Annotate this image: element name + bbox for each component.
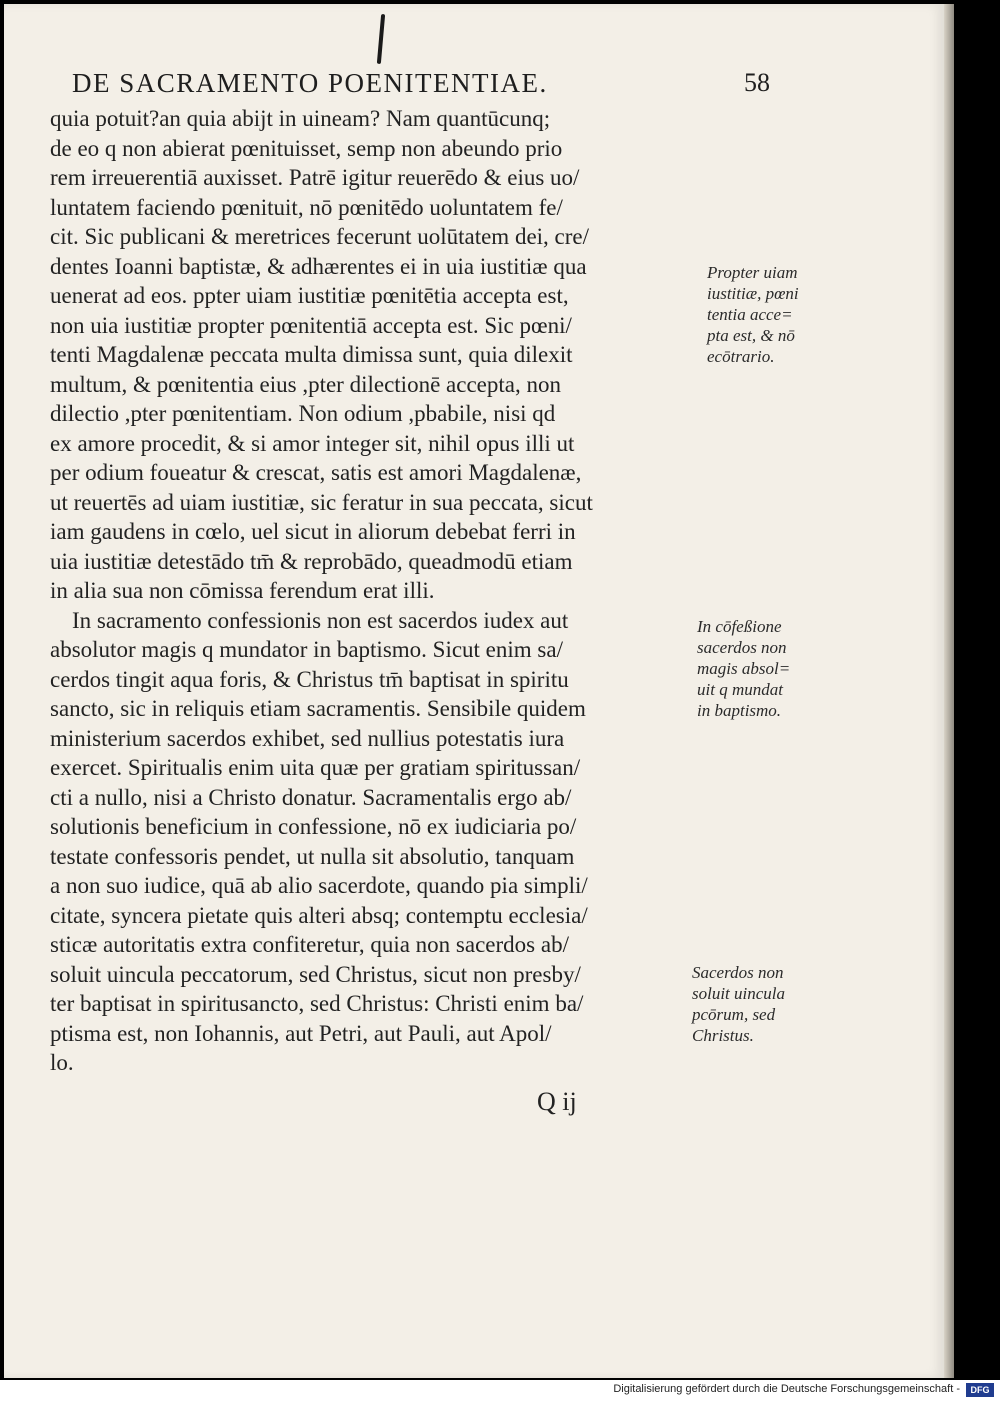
text-line: ministerium sacerdos exhibet, sed nullius potestatis iura xyxy=(50,725,565,751)
folio-number: 58 xyxy=(744,68,770,97)
marginal-line: Christus. xyxy=(692,1026,754,1045)
text-line: citate, syncera pietate quis alteri absq; contemptu ecclesia/ xyxy=(50,902,588,928)
text-line: a non suo iudice, quā ab alio sacerdote, quando pia simpli/ xyxy=(50,873,588,898)
marginal-line: Propter uiam xyxy=(707,263,798,282)
page-edge xyxy=(944,4,954,1378)
main-text xyxy=(50,104,700,1078)
text-line: testate confessoris pendet, ut nulla sit absolutio, tanquam xyxy=(50,843,575,869)
book-page xyxy=(4,4,944,1378)
marginal-line: sacerdos non xyxy=(697,638,787,657)
text-line: solutionis beneficium in confessione, nō ex iudiciaria po/ xyxy=(50,814,577,839)
text-line: In sacramento confessionis non est sacerdos iudex aut xyxy=(72,607,569,633)
text-line: ut reuertēs ad uiam iustitiæ, sic feratur in sua peccata, sicut xyxy=(50,489,593,515)
text-line: exercet. Spiritualis enim uita quæ per gratiam spiritussan/ xyxy=(50,755,581,780)
text-line: iam gaudens in cœlo, uel sicut in aliorum debebat ferri in xyxy=(50,519,576,544)
text-line: lo. xyxy=(50,1050,74,1075)
text-line: ptisma est, non Iohannis, aut Petri, aut Pauli, aut Apol/ xyxy=(50,1020,552,1046)
marginal-line: Sacerdos non xyxy=(692,963,784,982)
marginal-line: in baptismo. xyxy=(697,701,782,720)
funding-credit: Digitalisierung gefördert durch die Deutsche Forschungsgemeinschaft - xyxy=(613,1383,960,1395)
text-line: in alia sua non cōmissa ferendum erat illi. xyxy=(50,578,435,603)
marginal-line: In cōfeßione xyxy=(697,617,782,636)
text-line: ter baptisat in spiritusancto, sed Christus: Christi enim ba/ xyxy=(50,991,584,1016)
text-line: multum, & pœnitentia eius ,pter dilectionē accepta, non xyxy=(50,371,561,397)
marginal-note xyxy=(707,262,799,367)
text-line: non uia iustitiæ propter pœnitentiā accepta est. Sic pœni/ xyxy=(50,312,572,338)
text-line: sancto, sic in reliquis etiam sacramentis. Sensibile quidem xyxy=(50,696,586,721)
text-line: absolutor magis q mundator in baptismo. Sicut enim sa/ xyxy=(50,637,563,662)
text-line: cit. Sic publicani & meretrices fecerunt uolūtatem dei, cre/ xyxy=(50,224,590,249)
text-line: de eo q non abierat pœnituisset, semp non abeundo prio xyxy=(50,135,563,161)
text-line: per odium foueatur & crescat, satis est amori Magdalenæ, xyxy=(50,460,582,485)
text-line: soluit uincula peccatorum, sed Christus, sicut non presby/ xyxy=(50,961,581,987)
text-line: uia iustitiæ detestādo tm̄ & reprobādo, queadmodū etiam xyxy=(50,548,573,574)
marginal-line: magis absol= xyxy=(697,659,791,678)
text-line: quia potuit?an quia abijt in uineam? Nam quantūcunq; xyxy=(50,106,551,131)
running-head: DE SACRAMENTO POENITENTIAE. xyxy=(72,68,548,98)
marginal-line: soluit uincula xyxy=(692,984,786,1003)
text-line: cti a nullo, nisi a Christo donatur. Sacramentalis ergo ab/ xyxy=(50,784,572,810)
marginal-line: ecōtrario. xyxy=(707,347,775,366)
signature-mark: Q ij xyxy=(537,1087,577,1116)
marginal-line: uit q mundat xyxy=(697,680,783,699)
ink-mark xyxy=(377,14,385,64)
text-line: sticæ autoritatis extra confiteretur, quia non sacerdos ab/ xyxy=(50,932,569,957)
text-line: cerdos tingit aqua foris, & Christus tm̄ baptisat in spiritu xyxy=(50,666,569,692)
text-line: dilectio ,pter pœnitentiam. Non odium ,pbabile, nisi qd xyxy=(50,401,556,426)
text-line: rem irreuerentiā auxisset. Patrē igitur reuerēdo & eius uo/ xyxy=(50,165,580,190)
marginal-line: iustitiæ, pœni xyxy=(707,284,799,303)
text-line: uenerat ad eos. ppter uiam iustitiæ pœnitētia accepta est, xyxy=(50,283,569,308)
footer-bar xyxy=(0,1380,1000,1401)
marginal-line: tentia acce= xyxy=(707,305,793,324)
marginal-note xyxy=(692,962,785,1046)
text-line: dentes Ioanni baptistæ, & adhærentes ei in uia iustitiæ qua xyxy=(50,253,587,279)
text-line: tenti Magdalenæ peccata multa dimissa sunt, quia dilexit xyxy=(50,342,573,367)
dfg-logo: DFG xyxy=(966,1383,994,1397)
marginal-note xyxy=(697,616,790,721)
marginal-line: pcōrum, sed xyxy=(692,1005,776,1024)
marginal-line: pta est, & nō xyxy=(707,326,795,345)
text-line: luntatem faciendo pœnituit, nō pœnitēdo uoluntatem fe/ xyxy=(50,194,563,220)
text-line: ex amore procedit, & si amor integer sit, nihil opus illi ut xyxy=(50,430,575,456)
